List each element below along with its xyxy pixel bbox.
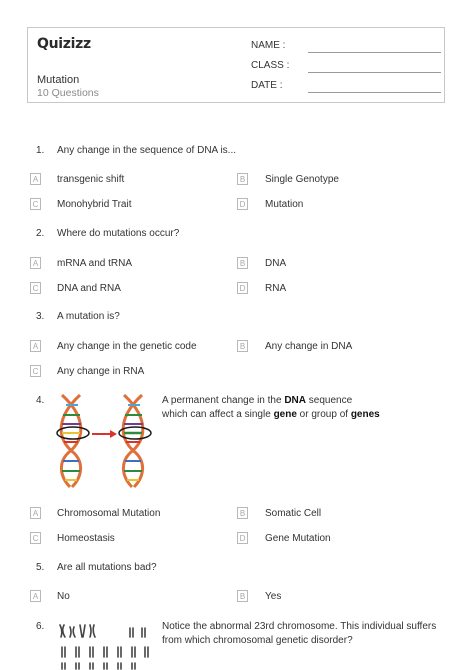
option-text[interactable]: Chromosomal Mutation [57,508,161,519]
name-field[interactable] [251,40,441,54]
option-text[interactable]: DNA and RNA [57,283,121,294]
keyword-gene: gene [273,409,297,420]
worksheet-question-count: 10 Questions [37,87,99,99]
karyotype-image [56,623,156,670]
question-number: 2. [36,228,45,239]
option-letter[interactable]: C [30,532,41,544]
question-text: Where do mutations occur? [57,228,180,239]
keyword-dna: DNA [284,395,306,406]
option-letter[interactable]: A [30,257,41,269]
question-number: 4. [36,395,45,406]
option-letter[interactable]: B [237,257,248,269]
question-number: 1. [36,145,45,156]
option-letter[interactable]: B [237,590,248,602]
worksheet-title: Mutation [37,74,80,86]
option-text[interactable]: Monohybrid Trait [57,199,132,210]
question-number: 3. [36,311,45,322]
option-text[interactable]: Somatic Cell [265,508,322,519]
option-text[interactable]: transgenic shift [57,174,125,185]
option-text[interactable]: Any change in the genetic code [57,341,197,352]
name-label: NAME : [251,40,286,51]
class-field[interactable] [251,60,441,74]
option-letter[interactable]: B [237,507,248,519]
option-text[interactable]: Yes [265,591,282,602]
name-line[interactable] [308,52,441,53]
option-text[interactable]: Mutation [265,199,304,210]
question-number: 5. [36,562,45,573]
text-part: or group of [296,409,351,420]
option-text[interactable]: RNA [265,283,287,294]
option-text[interactable]: Gene Mutation [265,533,331,544]
option-text[interactable]: Any change in DNA [265,341,353,352]
option-letter[interactable]: D [237,198,248,210]
option-text[interactable]: Any change in RNA [57,366,145,377]
class-line[interactable] [308,72,441,73]
option-letter[interactable]: D [237,282,248,294]
question-text: Notice the abnormal 23rd chromosome. This individual suffers from which chromosomal genetic disorder? [162,621,437,646]
class-label: CLASS : [251,60,290,71]
option-letter[interactable]: A [30,173,41,185]
date-label: DATE : [251,80,283,91]
text-part: which can affect a single [162,409,274,420]
quizizz-logo: Quizizz [37,36,91,52]
option-text[interactable]: DNA [265,258,287,269]
mutation-arrow [92,430,117,438]
option-text[interactable]: mRNA and tRNA [57,258,133,269]
option-letter[interactable]: C [30,365,41,377]
option-letter[interactable]: B [237,173,248,185]
question-text [162,394,402,422]
dna-mutation-diagram [56,393,156,489]
dna-helix-left [57,395,89,487]
option-text[interactable]: Homeostasis [57,533,115,544]
text-part: A permanent change in the [162,395,285,406]
date-field[interactable] [251,80,441,94]
text-part: sequence [305,395,353,406]
worksheet-header [27,27,445,103]
option-letter[interactable]: A [30,507,41,519]
question-text: Are all mutations bad? [57,562,157,573]
option-text[interactable]: No [57,591,70,602]
date-line[interactable] [308,92,441,93]
dna-helix-right [119,395,151,487]
option-letter[interactable]: C [30,198,41,210]
keyword-genes: genes [350,409,380,420]
option-letter[interactable]: C [30,282,41,294]
option-letter[interactable]: A [30,590,41,602]
option-letter[interactable]: D [237,532,248,544]
question-text: A mutation is? [57,311,120,322]
option-letter[interactable]: A [30,340,41,352]
question-number: 6. [36,621,45,632]
option-text[interactable]: Single Genotype [265,174,339,185]
option-letter[interactable]: B [237,340,248,352]
question-text: Any change in the sequence of DNA is... [57,145,236,156]
